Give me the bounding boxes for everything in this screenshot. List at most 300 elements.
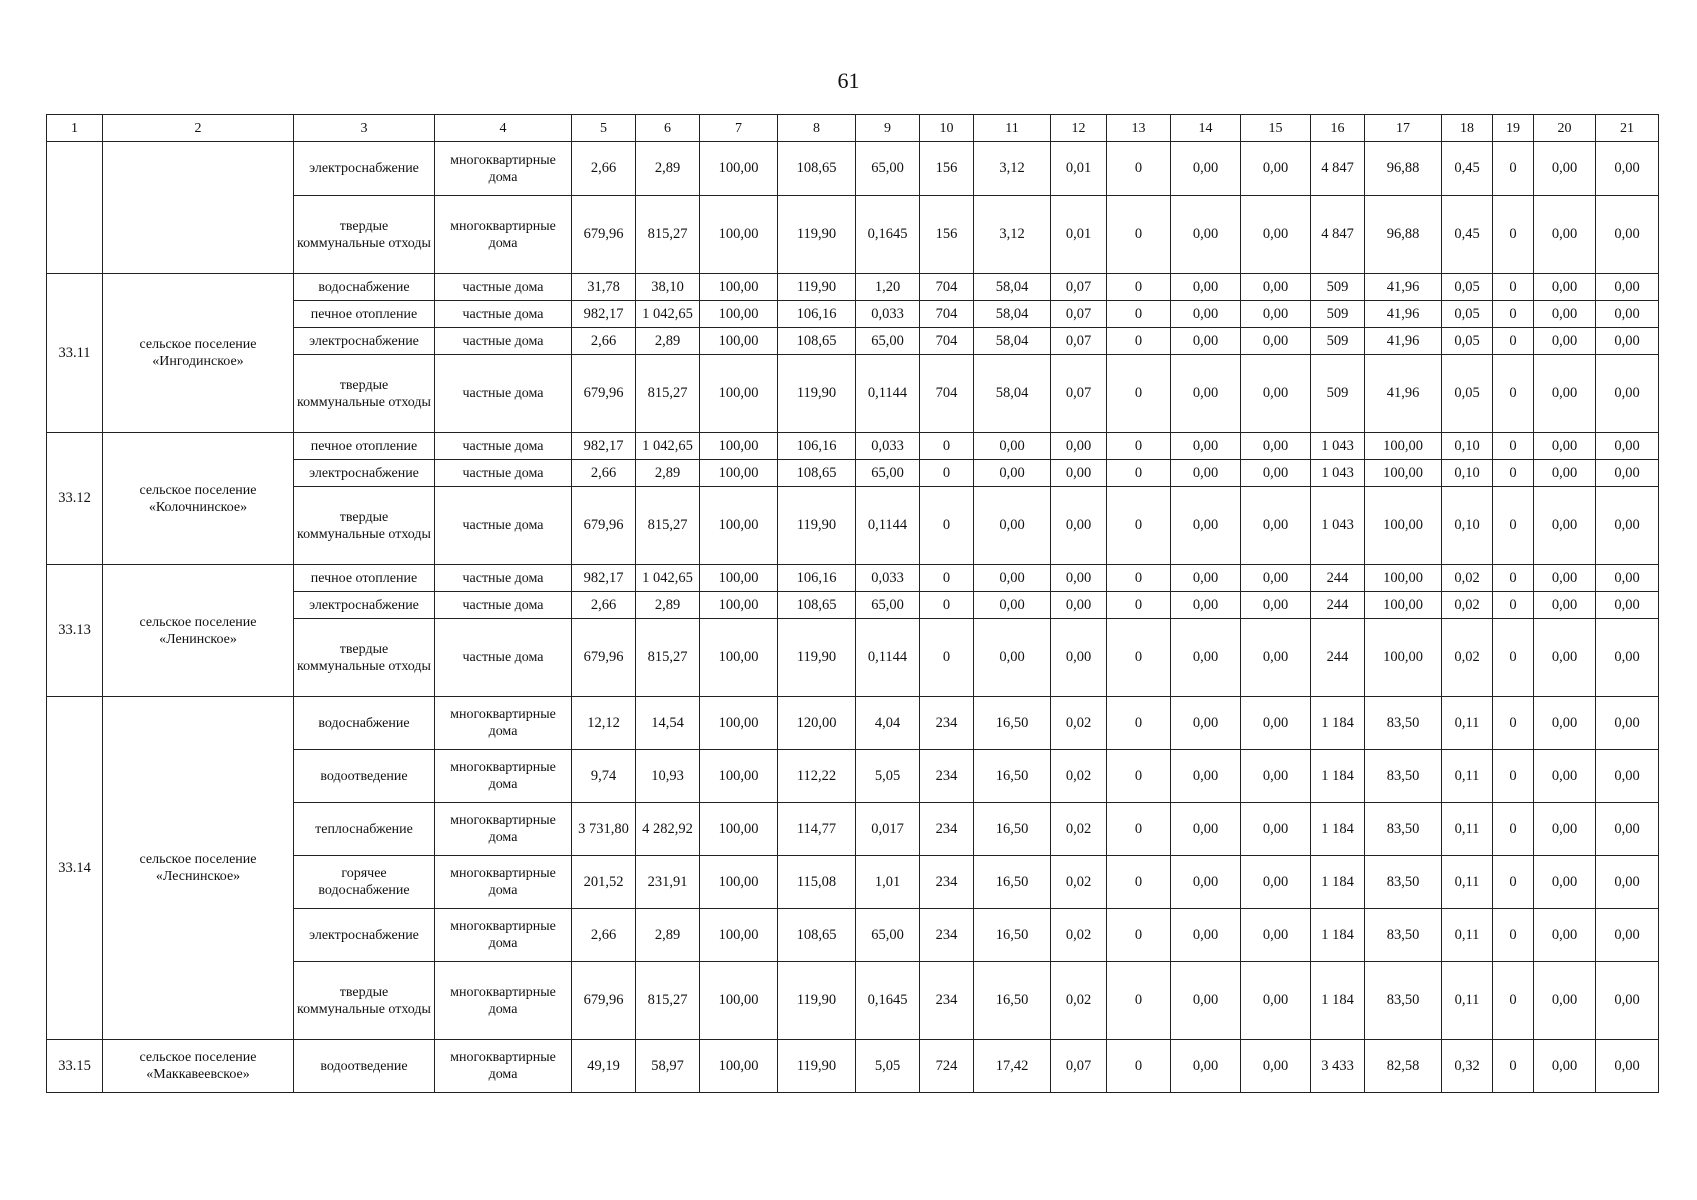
value-cell: 96,88: [1365, 196, 1442, 274]
value-cell: 0,00: [1241, 1040, 1311, 1093]
column-number-14: 14: [1171, 115, 1241, 142]
value-cell: 0: [1493, 301, 1534, 328]
column-number-6: 6: [636, 115, 700, 142]
value-cell: 100,00: [700, 460, 778, 487]
value-cell: 100,00: [700, 487, 778, 565]
value-cell: 106,16: [778, 565, 856, 592]
value-cell: 0: [1107, 328, 1171, 355]
value-cell: 100,00: [700, 196, 778, 274]
value-cell: 100,00: [700, 803, 778, 856]
value-cell: 41,96: [1365, 328, 1442, 355]
value-cell: 4 282,92: [636, 803, 700, 856]
value-cell: 815,27: [636, 962, 700, 1040]
value-cell: 1 184: [1311, 909, 1365, 962]
settlement-name: сельское поселение «Маккавеевское»: [103, 1040, 294, 1093]
value-cell: 96,88: [1365, 142, 1442, 196]
value-cell: 0,00: [1241, 433, 1311, 460]
value-cell: 0,00: [1171, 619, 1241, 697]
value-cell: 815,27: [636, 355, 700, 433]
column-number-3: 3: [294, 115, 435, 142]
value-cell: 0: [1107, 487, 1171, 565]
column-number-20: 20: [1534, 115, 1596, 142]
table-row: [47, 565, 1659, 592]
value-cell: 0,00: [1241, 803, 1311, 856]
value-cell: 100,00: [700, 962, 778, 1040]
value-cell: 679,96: [572, 487, 636, 565]
value-cell: 2,89: [636, 328, 700, 355]
value-cell: 0,11: [1442, 909, 1493, 962]
value-cell: 100,00: [1365, 592, 1442, 619]
housing-type: многоквартирные дома: [435, 750, 572, 803]
value-cell: 100,00: [1365, 433, 1442, 460]
settlement-name: сельское поселение «Ингодинское»: [103, 274, 294, 433]
value-cell: 156: [920, 196, 974, 274]
value-cell: 0: [920, 433, 974, 460]
value-cell: 0,00: [1171, 142, 1241, 196]
value-cell: 0,00: [1596, 460, 1659, 487]
value-cell: 509: [1311, 301, 1365, 328]
value-cell: 100,00: [1365, 460, 1442, 487]
value-cell: 982,17: [572, 565, 636, 592]
value-cell: 0,00: [1241, 196, 1311, 274]
value-cell: 0,00: [974, 433, 1051, 460]
value-cell: 0,00: [1596, 487, 1659, 565]
value-cell: 0,00: [1241, 301, 1311, 328]
value-cell: 41,96: [1365, 274, 1442, 301]
value-cell: 0,02: [1051, 697, 1107, 750]
value-cell: 0,32: [1442, 1040, 1493, 1093]
value-cell: 100,00: [700, 856, 778, 909]
value-cell: 0,02: [1051, 962, 1107, 1040]
value-cell: 0,1144: [856, 487, 920, 565]
value-cell: 0,00: [1534, 301, 1596, 328]
settlement-name: сельское поселение «Ленинское»: [103, 565, 294, 697]
value-cell: 16,50: [974, 803, 1051, 856]
value-cell: 16,50: [974, 962, 1051, 1040]
settlement-name: [103, 142, 294, 274]
value-cell: 100,00: [700, 1040, 778, 1093]
value-cell: 0,00: [1534, 274, 1596, 301]
value-cell: 0,02: [1051, 803, 1107, 856]
value-cell: 0,00: [1534, 803, 1596, 856]
value-cell: 2,66: [572, 142, 636, 196]
value-cell: 0: [1493, 592, 1534, 619]
housing-type: частные дома: [435, 355, 572, 433]
value-cell: 0,00: [1596, 697, 1659, 750]
row-number: [47, 142, 103, 274]
value-cell: 0,00: [1534, 142, 1596, 196]
value-cell: 100,00: [700, 697, 778, 750]
value-cell: 0,00: [1534, 750, 1596, 803]
value-cell: 0: [920, 460, 974, 487]
value-cell: 815,27: [636, 487, 700, 565]
value-cell: 0,07: [1051, 301, 1107, 328]
value-cell: 0: [1493, 750, 1534, 803]
column-number-18: 18: [1442, 115, 1493, 142]
value-cell: 0,017: [856, 803, 920, 856]
value-cell: 234: [920, 856, 974, 909]
value-cell: 65,00: [856, 328, 920, 355]
value-cell: 982,17: [572, 301, 636, 328]
value-cell: 0,00: [1534, 328, 1596, 355]
value-cell: 3 433: [1311, 1040, 1365, 1093]
value-cell: 0,00: [1534, 962, 1596, 1040]
value-cell: 0: [1107, 619, 1171, 697]
value-cell: 0,00: [1534, 697, 1596, 750]
value-cell: 2,89: [636, 460, 700, 487]
value-cell: 120,00: [778, 697, 856, 750]
value-cell: 0,05: [1442, 274, 1493, 301]
value-cell: 5,05: [856, 750, 920, 803]
value-cell: 0,45: [1442, 196, 1493, 274]
row-number: 33.14: [47, 697, 103, 1040]
value-cell: 0,00: [1534, 460, 1596, 487]
value-cell: 58,04: [974, 274, 1051, 301]
table-row: [47, 142, 1659, 196]
value-cell: 9,74: [572, 750, 636, 803]
value-cell: 0,00: [1171, 460, 1241, 487]
value-cell: 100,00: [700, 592, 778, 619]
value-cell: 0,1144: [856, 355, 920, 433]
service-type: твердые коммунальные отходы: [294, 619, 435, 697]
value-cell: 0: [1107, 750, 1171, 803]
value-cell: 112,22: [778, 750, 856, 803]
value-cell: 0,00: [1534, 433, 1596, 460]
service-type: электроснабжение: [294, 592, 435, 619]
value-cell: 16,50: [974, 697, 1051, 750]
value-cell: 0,10: [1442, 487, 1493, 565]
service-type: электроснабжение: [294, 909, 435, 962]
column-number-8: 8: [778, 115, 856, 142]
value-cell: 5,05: [856, 1040, 920, 1093]
housing-type: частные дома: [435, 460, 572, 487]
value-cell: 2,66: [572, 592, 636, 619]
value-cell: 1 184: [1311, 750, 1365, 803]
value-cell: 704: [920, 301, 974, 328]
value-cell: 0,11: [1442, 856, 1493, 909]
value-cell: 815,27: [636, 196, 700, 274]
value-cell: 17,42: [974, 1040, 1051, 1093]
row-number: 33.12: [47, 433, 103, 565]
value-cell: 0: [1493, 619, 1534, 697]
housing-type: многоквартирные дома: [435, 196, 572, 274]
value-cell: 0: [1493, 328, 1534, 355]
value-cell: 83,50: [1365, 803, 1442, 856]
column-number-12: 12: [1051, 115, 1107, 142]
housing-type: многоквартирные дома: [435, 142, 572, 196]
table-row: [47, 1040, 1659, 1093]
value-cell: 0,05: [1442, 328, 1493, 355]
value-cell: 0,00: [1596, 803, 1659, 856]
value-cell: 0: [1107, 355, 1171, 433]
value-cell: 100,00: [700, 301, 778, 328]
value-cell: 65,00: [856, 909, 920, 962]
value-cell: 0,00: [1241, 328, 1311, 355]
value-cell: 0,00: [1171, 433, 1241, 460]
value-cell: 244: [1311, 592, 1365, 619]
housing-type: многоквартирные дома: [435, 962, 572, 1040]
value-cell: 0: [1493, 856, 1534, 909]
value-cell: 1 184: [1311, 803, 1365, 856]
value-cell: 244: [1311, 565, 1365, 592]
value-cell: 0,00: [1171, 355, 1241, 433]
value-cell: 58,97: [636, 1040, 700, 1093]
value-cell: 119,90: [778, 1040, 856, 1093]
value-cell: 83,50: [1365, 750, 1442, 803]
value-cell: 0,00: [1596, 196, 1659, 274]
value-cell: 0,02: [1051, 856, 1107, 909]
value-cell: 0: [1493, 355, 1534, 433]
housing-type: частные дома: [435, 433, 572, 460]
column-number-11: 11: [974, 115, 1051, 142]
value-cell: 0,02: [1442, 565, 1493, 592]
value-cell: 0: [1493, 697, 1534, 750]
value-cell: 100,00: [700, 565, 778, 592]
value-cell: 679,96: [572, 355, 636, 433]
value-cell: 0,00: [1534, 619, 1596, 697]
value-cell: 0,00: [1171, 328, 1241, 355]
value-cell: 100,00: [700, 750, 778, 803]
settlement-name: сельское поселение «Колочнинское»: [103, 433, 294, 565]
housing-type: многоквартирные дома: [435, 1040, 572, 1093]
value-cell: 1 042,65: [636, 433, 700, 460]
value-cell: 108,65: [778, 592, 856, 619]
value-cell: 0,00: [1241, 274, 1311, 301]
table-row: [47, 697, 1659, 750]
value-cell: 0,033: [856, 565, 920, 592]
value-cell: 83,50: [1365, 962, 1442, 1040]
value-cell: 0,07: [1051, 328, 1107, 355]
value-cell: 2,89: [636, 592, 700, 619]
value-cell: 0: [1493, 803, 1534, 856]
value-cell: 0: [1107, 592, 1171, 619]
housing-type: многоквартирные дома: [435, 697, 572, 750]
value-cell: 0,00: [1596, 909, 1659, 962]
value-cell: 100,00: [1365, 487, 1442, 565]
value-cell: 0: [1493, 909, 1534, 962]
value-cell: 100,00: [700, 142, 778, 196]
value-cell: 231,91: [636, 856, 700, 909]
value-cell: 0,00: [1534, 487, 1596, 565]
value-cell: 0,00: [1241, 592, 1311, 619]
service-type: твердые коммунальные отходы: [294, 196, 435, 274]
value-cell: 0,00: [974, 487, 1051, 565]
value-cell: 106,16: [778, 433, 856, 460]
value-cell: 12,12: [572, 697, 636, 750]
column-number-15: 15: [1241, 115, 1311, 142]
value-cell: 65,00: [856, 142, 920, 196]
service-type: электроснабжение: [294, 328, 435, 355]
value-cell: 65,00: [856, 592, 920, 619]
value-cell: 0,00: [1596, 962, 1659, 1040]
value-cell: 31,78: [572, 274, 636, 301]
column-number-7: 7: [700, 115, 778, 142]
value-cell: 0: [1107, 1040, 1171, 1093]
value-cell: 0: [1107, 301, 1171, 328]
value-cell: 0,00: [1051, 592, 1107, 619]
value-cell: 0,00: [1241, 142, 1311, 196]
row-number: 33.13: [47, 565, 103, 697]
value-cell: 0,11: [1442, 750, 1493, 803]
value-cell: 704: [920, 328, 974, 355]
value-cell: 0: [1107, 803, 1171, 856]
value-cell: 0: [1493, 274, 1534, 301]
housing-type: частные дома: [435, 619, 572, 697]
value-cell: 509: [1311, 355, 1365, 433]
value-cell: 0,033: [856, 301, 920, 328]
value-cell: 0,00: [974, 460, 1051, 487]
value-cell: 0,02: [1051, 909, 1107, 962]
value-cell: 0,00: [1171, 1040, 1241, 1093]
value-cell: 0: [1493, 962, 1534, 1040]
value-cell: 0,00: [1171, 196, 1241, 274]
value-cell: 0,07: [1051, 1040, 1107, 1093]
value-cell: 0,00: [1051, 433, 1107, 460]
column-number-5: 5: [572, 115, 636, 142]
value-cell: 0,00: [1596, 274, 1659, 301]
housing-type: частные дома: [435, 301, 572, 328]
value-cell: 1,20: [856, 274, 920, 301]
value-cell: 815,27: [636, 619, 700, 697]
value-cell: 0,00: [1051, 487, 1107, 565]
value-cell: 0,00: [1241, 909, 1311, 962]
value-cell: 0: [920, 592, 974, 619]
value-cell: 0,45: [1442, 142, 1493, 196]
row-number: 33.11: [47, 274, 103, 433]
service-type: электроснабжение: [294, 460, 435, 487]
value-cell: 0: [1107, 196, 1171, 274]
page-number: 61: [837, 68, 860, 93]
value-cell: 0,00: [1534, 196, 1596, 274]
value-cell: 0,00: [974, 592, 1051, 619]
column-number-9: 9: [856, 115, 920, 142]
value-cell: 3 731,80: [572, 803, 636, 856]
value-cell: 119,90: [778, 962, 856, 1040]
value-cell: 0,00: [1241, 355, 1311, 433]
value-cell: 0,033: [856, 433, 920, 460]
value-cell: 41,96: [1365, 355, 1442, 433]
value-cell: 82,58: [1365, 1040, 1442, 1093]
value-cell: 0: [1493, 487, 1534, 565]
value-cell: 1 184: [1311, 697, 1365, 750]
column-number-4: 4: [435, 115, 572, 142]
value-cell: 0,00: [1596, 328, 1659, 355]
housing-type: частные дома: [435, 274, 572, 301]
value-cell: 509: [1311, 328, 1365, 355]
value-cell: 1 042,65: [636, 565, 700, 592]
table-body: [47, 115, 1659, 1093]
value-cell: 0,1645: [856, 962, 920, 1040]
value-cell: 0,00: [1171, 962, 1241, 1040]
column-number-2: 2: [103, 115, 294, 142]
value-cell: 41,96: [1365, 301, 1442, 328]
value-cell: 2,66: [572, 328, 636, 355]
value-cell: 0: [1107, 565, 1171, 592]
service-type: электроснабжение: [294, 142, 435, 196]
value-cell: 704: [920, 274, 974, 301]
value-cell: 4 847: [1311, 196, 1365, 274]
housing-type: многоквартирные дома: [435, 909, 572, 962]
value-cell: 100,00: [700, 909, 778, 962]
value-cell: 0: [1107, 909, 1171, 962]
value-cell: 724: [920, 1040, 974, 1093]
value-cell: 100,00: [700, 433, 778, 460]
value-cell: 0,00: [1171, 301, 1241, 328]
value-cell: 49,19: [572, 1040, 636, 1093]
value-cell: 0,11: [1442, 697, 1493, 750]
value-cell: 0,10: [1442, 433, 1493, 460]
value-cell: 0: [1107, 856, 1171, 909]
value-cell: 234: [920, 962, 974, 1040]
value-cell: 0,00: [1171, 803, 1241, 856]
value-cell: 0,00: [1596, 301, 1659, 328]
value-cell: 0,07: [1051, 274, 1107, 301]
value-cell: 0,00: [1596, 565, 1659, 592]
value-cell: 65,00: [856, 460, 920, 487]
value-cell: 0: [920, 619, 974, 697]
value-cell: 1,01: [856, 856, 920, 909]
value-cell: 2,89: [636, 142, 700, 196]
value-cell: 100,00: [700, 619, 778, 697]
service-type: твердые коммунальные отходы: [294, 962, 435, 1040]
value-cell: 0: [920, 565, 974, 592]
value-cell: 1 184: [1311, 856, 1365, 909]
value-cell: 1 043: [1311, 460, 1365, 487]
value-cell: 100,00: [1365, 619, 1442, 697]
service-type: печное отопление: [294, 565, 435, 592]
value-cell: 982,17: [572, 433, 636, 460]
value-cell: 0,02: [1051, 750, 1107, 803]
value-cell: 14,54: [636, 697, 700, 750]
value-cell: 0,00: [1241, 565, 1311, 592]
service-type: твердые коммунальные отходы: [294, 487, 435, 565]
value-cell: 16,50: [974, 856, 1051, 909]
value-cell: 115,08: [778, 856, 856, 909]
value-cell: 1 043: [1311, 487, 1365, 565]
value-cell: 0,00: [1534, 592, 1596, 619]
value-cell: 0,00: [1171, 697, 1241, 750]
value-cell: 0: [1107, 142, 1171, 196]
value-cell: 1 042,65: [636, 301, 700, 328]
value-cell: 0,00: [1596, 592, 1659, 619]
row-number: 33.15: [47, 1040, 103, 1093]
value-cell: 0: [1493, 565, 1534, 592]
value-cell: 0,00: [1171, 274, 1241, 301]
value-cell: 0,00: [1534, 565, 1596, 592]
value-cell: 0,00: [1596, 142, 1659, 196]
value-cell: 0,00: [1596, 750, 1659, 803]
value-cell: 0,10: [1442, 460, 1493, 487]
housing-type: частные дома: [435, 565, 572, 592]
value-cell: 0,05: [1442, 301, 1493, 328]
value-cell: 0,02: [1442, 619, 1493, 697]
value-cell: 58,04: [974, 355, 1051, 433]
value-cell: 0: [1493, 460, 1534, 487]
value-cell: 0,00: [1534, 355, 1596, 433]
service-type: водоотведение: [294, 1040, 435, 1093]
value-cell: 0,00: [1241, 697, 1311, 750]
value-cell: 58,04: [974, 328, 1051, 355]
value-cell: 0: [1493, 1040, 1534, 1093]
value-cell: 83,50: [1365, 856, 1442, 909]
housing-type: частные дома: [435, 487, 572, 565]
value-cell: 2,66: [572, 460, 636, 487]
housing-type: частные дома: [435, 592, 572, 619]
value-cell: 2,66: [572, 909, 636, 962]
value-cell: 0,00: [1596, 619, 1659, 697]
value-cell: 234: [920, 909, 974, 962]
value-cell: 0,00: [1241, 460, 1311, 487]
